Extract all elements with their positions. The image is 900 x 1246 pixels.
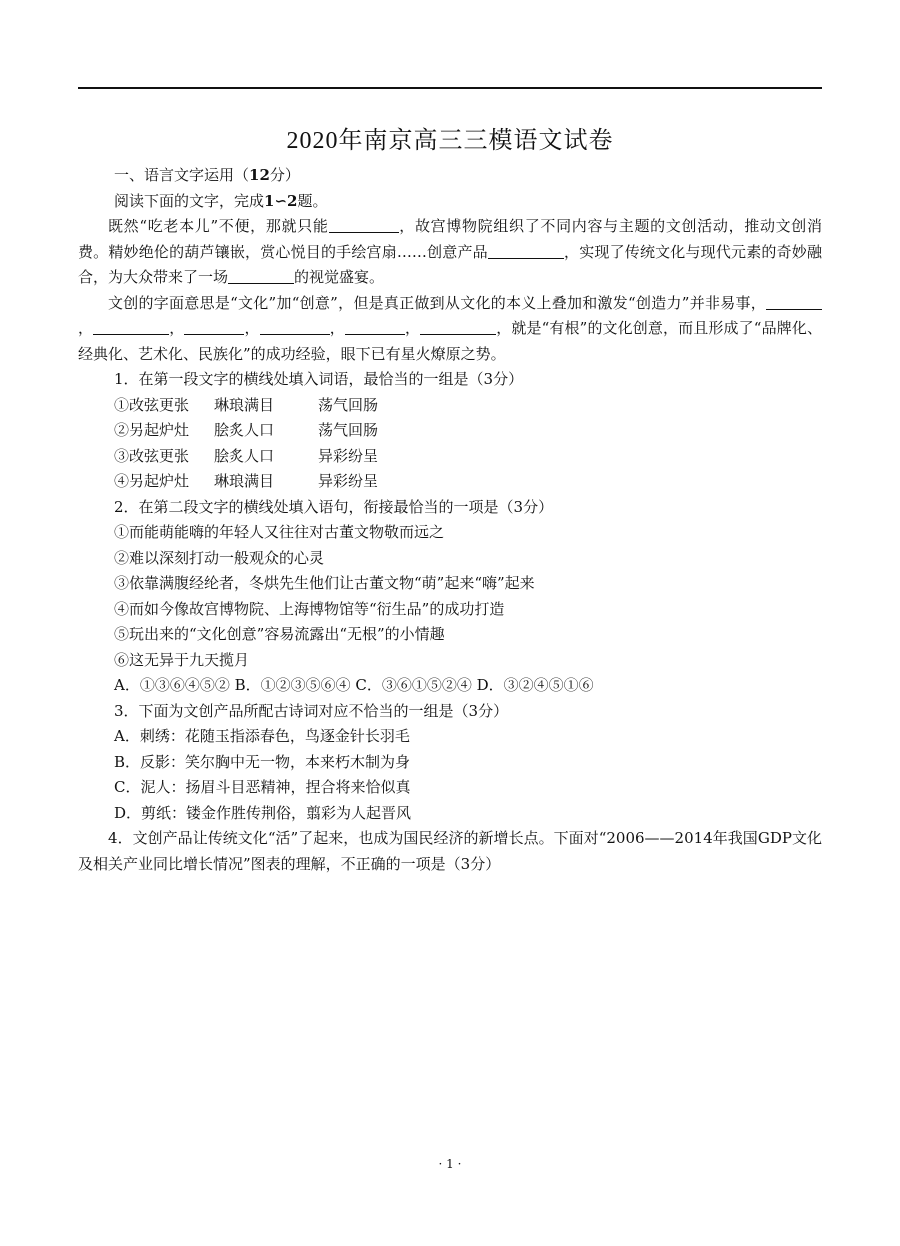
fill-blank[interactable]	[260, 318, 330, 335]
fill-blank[interactable]	[488, 242, 564, 259]
question-2-sentence-5: ⑤玩出来的“文化创意”容易流露出“无根”的小情趣	[114, 625, 445, 643]
question-2-sentence-4: ④而如今像故宫博物院、上海博物馆等“衍生品”的成功打造	[114, 599, 505, 618]
question-2-choices: A．①③⑥④⑤② B．①②③⑤⑥④ C．③⑥①⑤②④ D．③②④⑤①⑥	[114, 676, 594, 694]
exam-content	[78, 163, 822, 877]
fill-blank[interactable]	[420, 318, 496, 335]
question-3-stem: 3．下面为文创产品所配古诗词对应不恰当的一组是（3分）	[114, 701, 509, 720]
fill-blank[interactable]	[93, 318, 169, 335]
question-2-sentence-1: ①而能萌能嗨的年轻人又往往对古董文物敬而远之	[114, 523, 445, 541]
header-rule	[78, 87, 822, 89]
fill-blank[interactable]	[184, 318, 244, 335]
question-3-option-c: C．泥人：扬眉斗目恶精神，捏合将来恰似真	[114, 778, 411, 796]
question-1-stem: 1．在第一段文字的横线处填入词语，最恰当的一组是（3分）	[114, 370, 524, 388]
passage-paragraph-1: 既然“吃老本儿”不便，那就只能 ，故宫博物院组织了不同内容与主题的文创活动，推动文创消费。精妙绝伦的葫芦镶嵌，赏心悦目的手绘宫扇……创意产品 ，实现了传统文化与现代元素的奇妙融合，为大众带来了一场 的视觉盛宴。	[78, 217, 822, 286]
question-1-option-4: ④另起炉灶 琳琅满目 异彩纷呈	[114, 472, 379, 490]
section-heading: 一、语言文字运用（12分）	[114, 166, 300, 184]
reading-instruction: 阅读下面的文字，完成1∽2题。	[114, 191, 328, 210]
question-2-stem: 2．在第二段文字的横线处填入语句，衔接最恰当的一项是（3分）	[114, 497, 554, 516]
question-2-sentence-3: ③依靠满腹经纶者，冬烘先生他们让古董文物“萌”起来“嗨”起来	[114, 574, 535, 592]
passage-paragraph-2: 文创的字面意思是“文化”加“创意”，但是真正做到从文化的本义上叠加和激发“创造力”并非易事，， ， ， ， ， ，就是“有根”的文化创意，而且形成了“品牌化、经典化、艺术化、民族化”的成功经验，眼下已有星火燎原之势。	[78, 293, 822, 363]
fill-blank[interactable]	[345, 318, 405, 335]
question-1-option-1: ①改弦更张 琳琅满目 荡气回肠	[114, 395, 379, 414]
question-2-sentence-2: ②难以深刻打动一般观众的心灵	[114, 548, 325, 567]
page-number: · 1 ·	[438, 1157, 462, 1171]
question-4-stem: 4．文创产品让传统文化“活”了起来，也成为国民经济的新增长点。下面对“2006——2014年我国GDP文化及相关产业同比增长情况”图表的理解，不正确的一项是（3分）	[78, 829, 822, 873]
fill-blank[interactable]	[766, 293, 822, 310]
fill-blank[interactable]	[329, 216, 399, 233]
question-2-sentence-6: ⑥这无异于九天揽月	[114, 650, 250, 669]
fill-blank[interactable]	[228, 267, 294, 284]
question-1-option-2: ②另起炉灶 脍炙人口 荡气回肠	[114, 421, 379, 439]
question-3-option-d: D．剪纸：镂金作胜传荆俗，翦彩为人起晋风	[114, 803, 412, 822]
question-3-option-b: B．反影：笑尔胸中无一物，本来朽木制为身	[114, 752, 411, 771]
question-1-option-3: ③改弦更张 脍炙人口 异彩纷呈	[114, 446, 379, 465]
page-title: 2020年南京高三三模语文试卷	[286, 128, 614, 154]
question-3-option-a: A．刺绣：花随玉指添春色，鸟逐金针长羽毛	[114, 727, 410, 745]
